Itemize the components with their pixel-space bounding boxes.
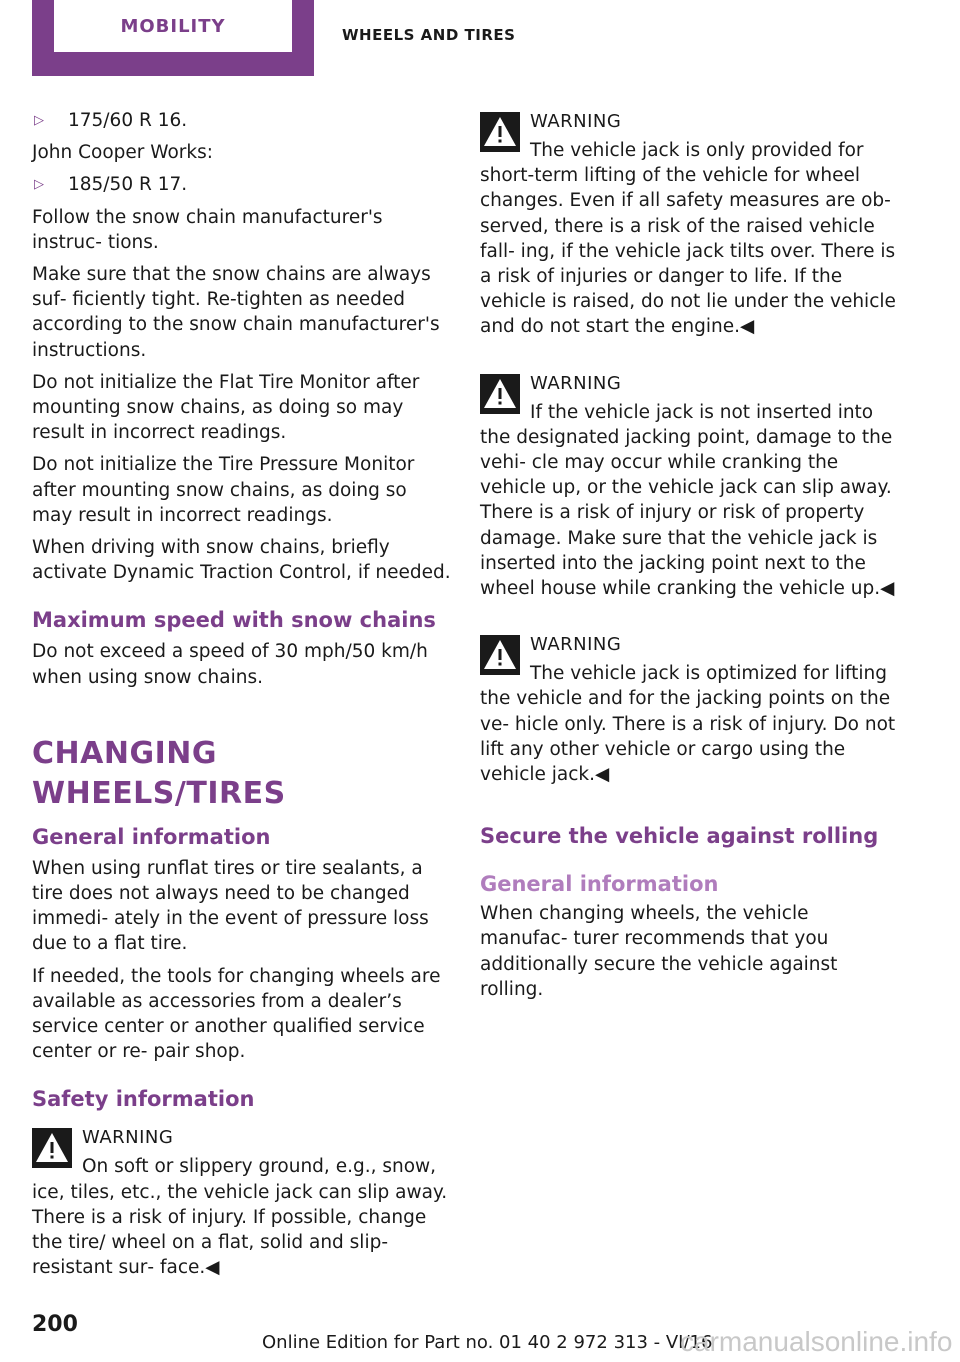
paragraph: When using runflat tires or tire sealants, a tire does not always need to be changed immedi‐ ately in the event of pressure loss due to a flat tire. <box>32 857 429 955</box>
bullet-triangle-icon: ▷ <box>34 177 44 193</box>
list-item-text: 175/60 R 16. <box>68 110 188 131</box>
paragraph: Do not exceed a speed of 30 mph/50 km/h when using snow chains. <box>32 641 428 688</box>
heading-max-speed: Maximum speed with snow chains <box>32 608 436 633</box>
warning-label: WARNING <box>530 372 622 394</box>
warning-triangle-icon <box>480 112 520 152</box>
paragraph: Do not initialize the Tire Pressure Monitor after mounting snow chains, as doing so may result in incorrect readings. <box>32 454 415 526</box>
paragraph: If needed, the tools for changing wheels are available as accessories from a dealer’s service center or another qualified service center or re‐ pair shop. <box>32 965 441 1063</box>
paragraph: Do not initialize the Flat Tire Monitor after mounting snow chains, as doing so may result in incorrect readings. <box>32 371 420 444</box>
jcw-label: John Cooper Works: <box>32 142 213 164</box>
warning-label: WARNING <box>82 1127 174 1149</box>
list-item-text: 185/50 R 17. <box>68 174 188 196</box>
warning-box <box>32 1124 452 1280</box>
heading-safety-information: Safety information <box>32 1087 255 1112</box>
warning-triangle-icon <box>480 635 520 675</box>
heading-secure-vehicle: Secure the vehicle against rolling <box>480 824 879 849</box>
section-title: WHEELS AND TIRES <box>342 26 516 44</box>
left-column <box>32 108 452 1311</box>
watermark: carmanualsonline.info <box>680 1326 953 1357</box>
edition-footer: Online Edition for Part no. 01 40 2 972 313 - VI/16 <box>262 1332 713 1353</box>
list-item <box>32 172 452 197</box>
warning-box <box>480 370 900 602</box>
warning-box <box>480 108 900 340</box>
paragraph: When driving with snow chains, briefly activate Dynamic Traction Control, if needed. <box>32 537 451 584</box>
warning-box <box>480 631 900 787</box>
page-number: 200 <box>32 1312 78 1337</box>
chapter-title: CHANGING WHEELS/TIRES <box>32 735 286 811</box>
paragraph: Follow the snow chain manufacturer's instruc‐ tions. <box>32 206 383 253</box>
chapter-tab <box>32 0 314 76</box>
warning-text: On soft or slippery ground, e.g., snow, ice, tiles, etc., the vehicle jack can slip away. There is a risk of injury. If possible, change the tire/ wheel on a flat, solid and slip-resistant sur‐ face.◀ <box>32 1156 448 1279</box>
bullet-triangle-icon: ▷ <box>34 113 44 128</box>
warning-triangle-icon <box>32 1128 72 1168</box>
warning-label: WARNING <box>530 634 622 656</box>
warning-label: WARNING <box>530 111 622 132</box>
paragraph: When changing wheels, the vehicle manufac‐ turer recommends that you additionally secure the vehicle against rolling. <box>480 903 838 1000</box>
warning-triangle-icon <box>480 374 520 414</box>
warning-text: The vehicle jack is only provided for short-term lifting of the vehicle for wheel changes. Even if all safety measures are ob‐ served, there is a risk of the raised vehicle fall‐ ing, if the vehicle jack tilts over. There is a risk of injuries or danger to life. If the vehicle is raised, do not lie under the vehicle and do not start the engine.◀ <box>480 140 896 338</box>
list-item <box>32 108 452 133</box>
chapter-tab-label: MOBILITY <box>54 0 292 52</box>
warning-text: If the vehicle jack is not inserted into the designated jacking point, damage to the vehi‐ cle may occur while cranking the vehicle up, or the vehicle jack can slip away. There is a risk of injury or risk of property damage. Make sure that the vehicle jack is inserted into the jacking point next to the wheel house while cranking the vehicle up.◀ <box>480 401 895 600</box>
paragraph: Make sure that the snow chains are always suf‐ ficiently tight. Re-tighten as needed according to the snow chain manufacturer's instructions. <box>32 264 440 361</box>
heading-general-information: General information <box>32 824 271 849</box>
right-column <box>480 108 900 1009</box>
warning-text: The vehicle jack is optimized for lifting the vehicle and for the jacking points on the ve‐ hicle only. There is a risk of injury. Do not lift any other vehicle or cargo using the vehicle jack.◀ <box>480 663 896 786</box>
subheading-general-information: General information <box>480 872 719 897</box>
